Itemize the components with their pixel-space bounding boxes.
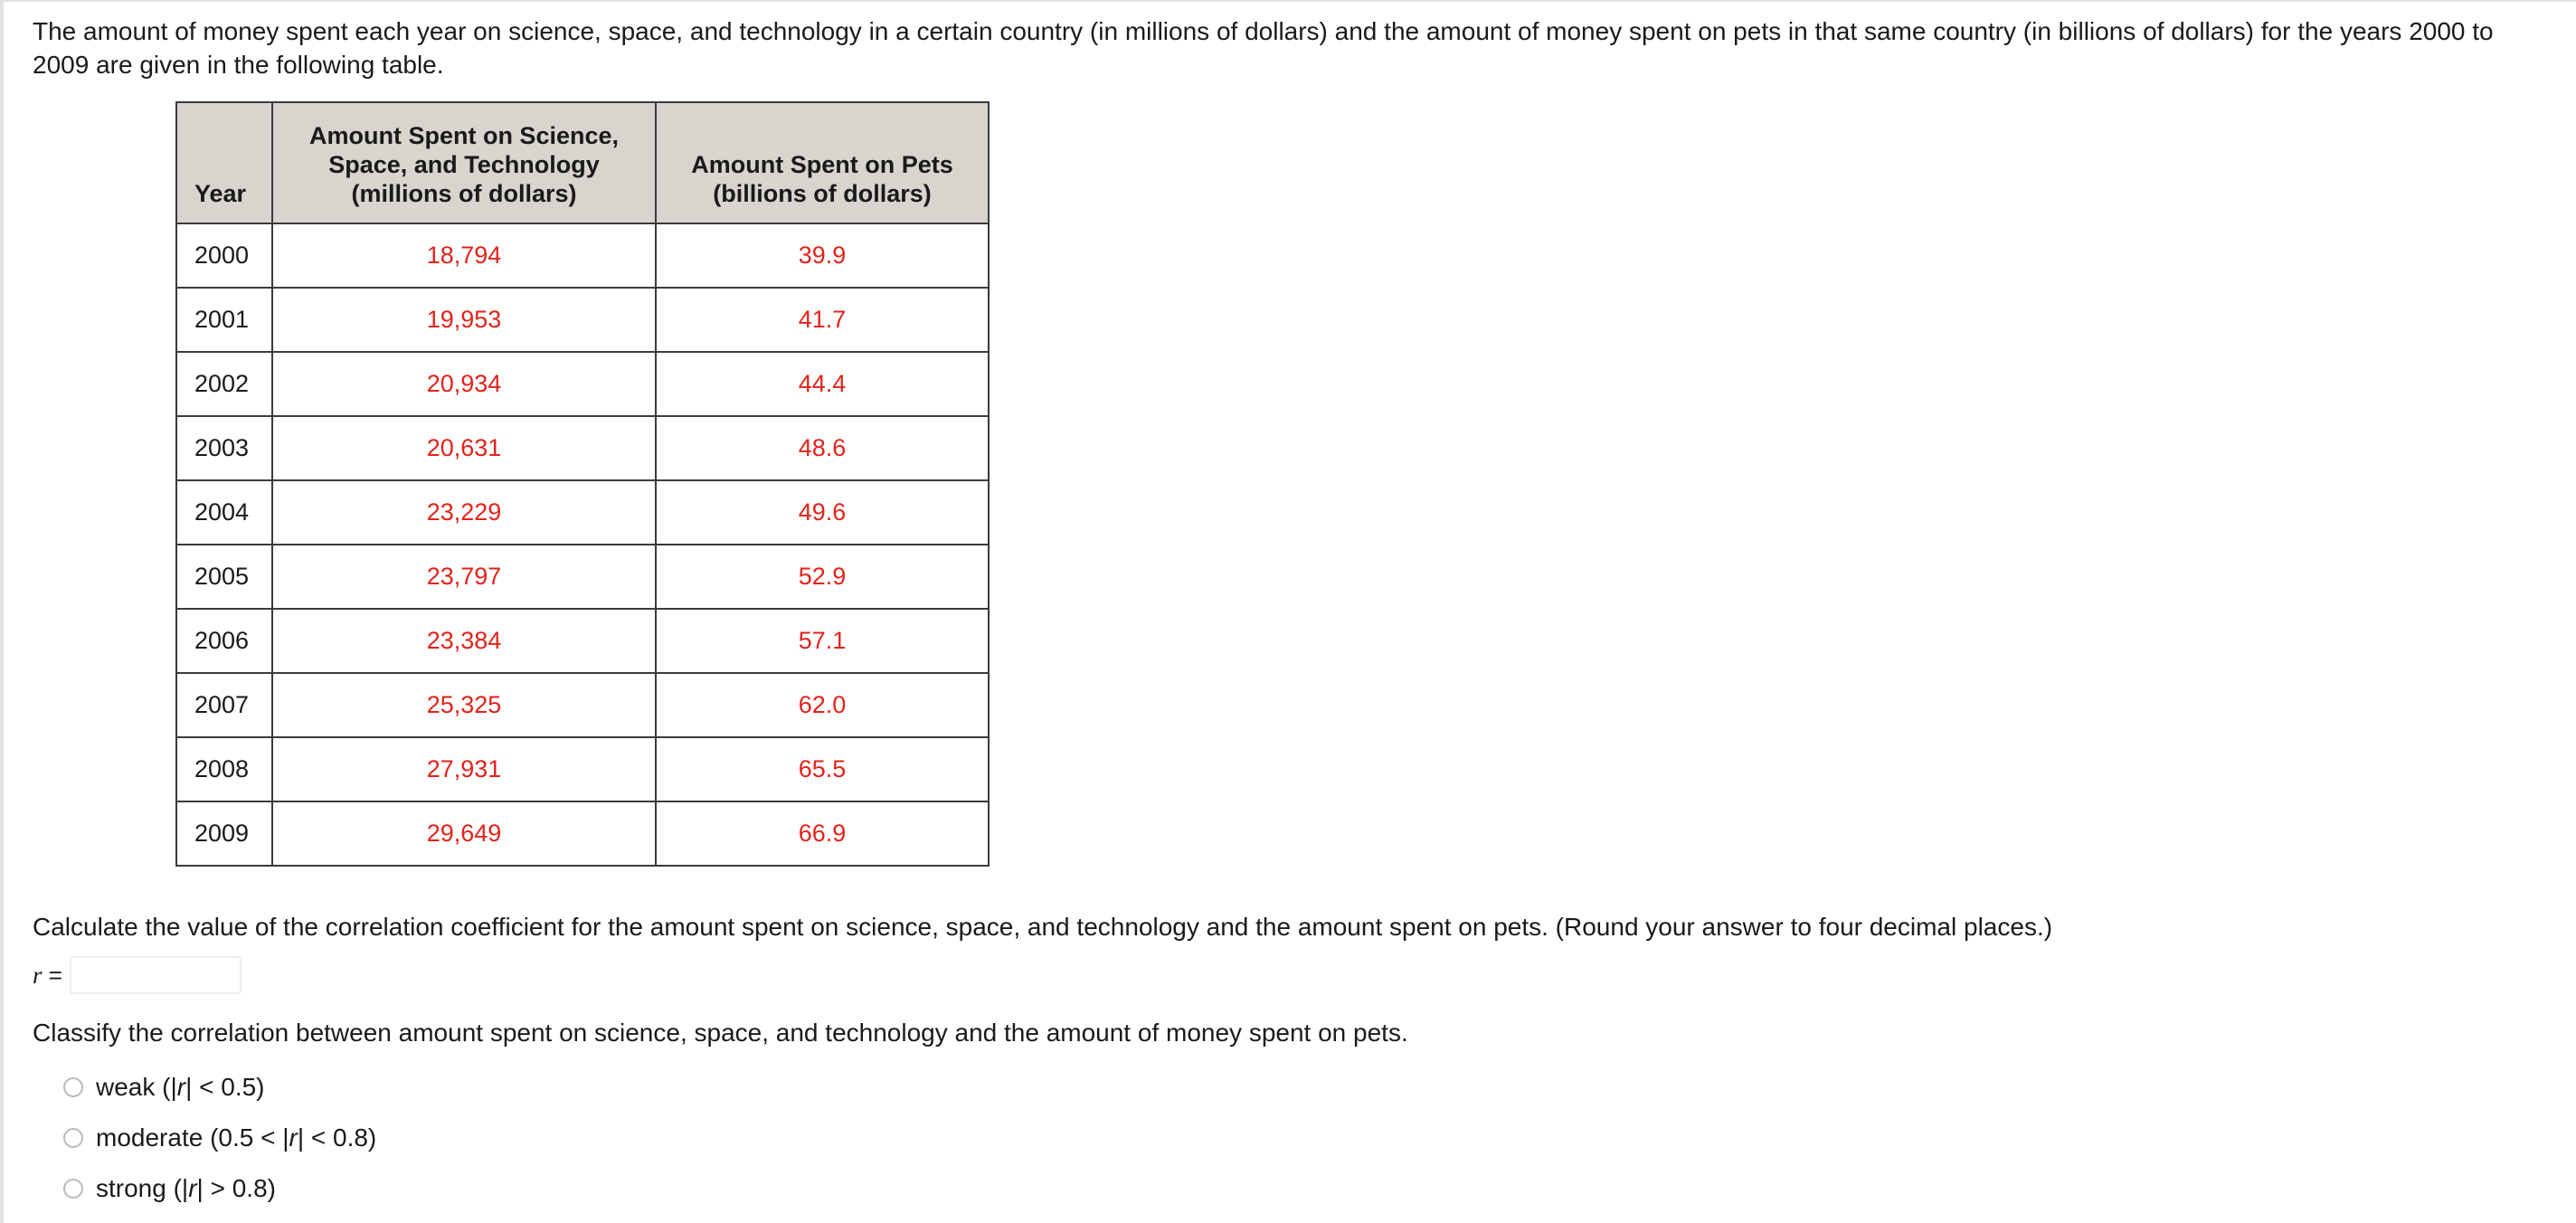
year-cell: 2004	[176, 480, 272, 545]
header-pets-line-2: (billions of dollars)	[713, 180, 932, 207]
pets-value-cell: 62.0	[656, 673, 989, 737]
science-value-cell: 23,229	[272, 480, 656, 545]
science-value-cell: 20,934	[272, 352, 656, 416]
header-science-line-3: (millions of dollars)	[351, 180, 577, 207]
header-science	[272, 102, 656, 223]
year-cell: 2001	[176, 288, 272, 352]
radio-moderate[interactable]	[63, 1128, 83, 1148]
pets-value-cell: 66.9	[656, 801, 989, 866]
option-strong-label: strong (|r| > 0.8)	[96, 1174, 276, 1202]
header-science-line-2: Space, and Technology	[328, 151, 600, 178]
option-weak[interactable]	[63, 1062, 376, 1113]
pets-value-cell: 65.5	[656, 737, 989, 801]
year-cell: 2007	[176, 673, 272, 737]
r-variable: r	[33, 961, 43, 989]
table-row	[176, 480, 989, 545]
year-cell: 2000	[176, 223, 272, 288]
pets-value-cell: 52.9	[656, 545, 989, 609]
header-pets-line-1: Amount Spent on Pets	[691, 151, 953, 178]
year-cell: 2002	[176, 352, 272, 416]
science-value-cell: 29,649	[272, 801, 656, 866]
correlation-question: Calculate the value of the correlation coefficient for the amount spent on science, space, and technology and the amount spent on pets. (Round your answer to four decimal places.)	[33, 913, 2053, 941]
science-value-cell: 19,953	[272, 288, 656, 352]
table-row	[176, 737, 989, 801]
year-cell: 2005	[176, 545, 272, 609]
year-cell: 2009	[176, 801, 272, 866]
pets-value-cell: 49.6	[656, 480, 989, 545]
table-row	[176, 673, 989, 737]
table-header-row	[176, 102, 989, 223]
table-row	[176, 223, 989, 288]
table-row	[176, 545, 989, 609]
r-answer-row	[33, 954, 242, 996]
table-row	[176, 416, 989, 480]
science-value-cell: 23,384	[272, 609, 656, 673]
table-row	[176, 288, 989, 352]
table-row	[176, 352, 989, 416]
radio-strong[interactable]	[63, 1179, 83, 1199]
year-cell: 2006	[176, 609, 272, 673]
science-value-cell: 20,631	[272, 416, 656, 480]
option-weak-label: weak (|r| < 0.5)	[96, 1073, 265, 1101]
header-science-line-1: Amount Spent on Science,	[308, 122, 620, 149]
table-row	[176, 801, 989, 866]
data-table	[175, 101, 990, 867]
pets-value-cell: 44.4	[656, 352, 989, 416]
header-pets	[656, 102, 989, 223]
header-year: Year	[176, 102, 272, 223]
science-value-cell: 25,325	[272, 673, 656, 737]
science-value-cell: 27,931	[272, 737, 656, 801]
r-equals: =	[42, 961, 62, 989]
classification-question: Classify the correlation between amount spent on science, space, and technology and the amount of money spent on pets.	[33, 1019, 1408, 1047]
option-moderate[interactable]	[63, 1113, 376, 1163]
pets-value-cell: 57.1	[656, 609, 989, 673]
science-value-cell: 18,794	[272, 223, 656, 288]
pets-value-cell: 41.7	[656, 288, 989, 352]
year-cell: 2003	[176, 416, 272, 480]
table-row	[176, 609, 989, 673]
science-value-cell: 23,797	[272, 545, 656, 609]
r-answer-input[interactable]	[70, 956, 242, 994]
r-label	[33, 962, 62, 990]
pets-value-cell: 39.9	[656, 223, 989, 288]
radio-weak[interactable]	[63, 1077, 83, 1097]
option-moderate-label: moderate (0.5 < |r| < 0.8)	[96, 1123, 377, 1152]
classification-options	[63, 1062, 376, 1214]
problem-intro: The amount of money spent each year on science, space, and technology in a certain country (in millions of dollars) and the amount of money spent on pets in that same country (in billions of dollars) for the years 2000 to 2009 are given in the following table.	[33, 17, 2494, 79]
year-cell: 2008	[176, 737, 272, 801]
option-strong[interactable]	[63, 1163, 376, 1214]
pets-value-cell: 48.6	[656, 416, 989, 480]
